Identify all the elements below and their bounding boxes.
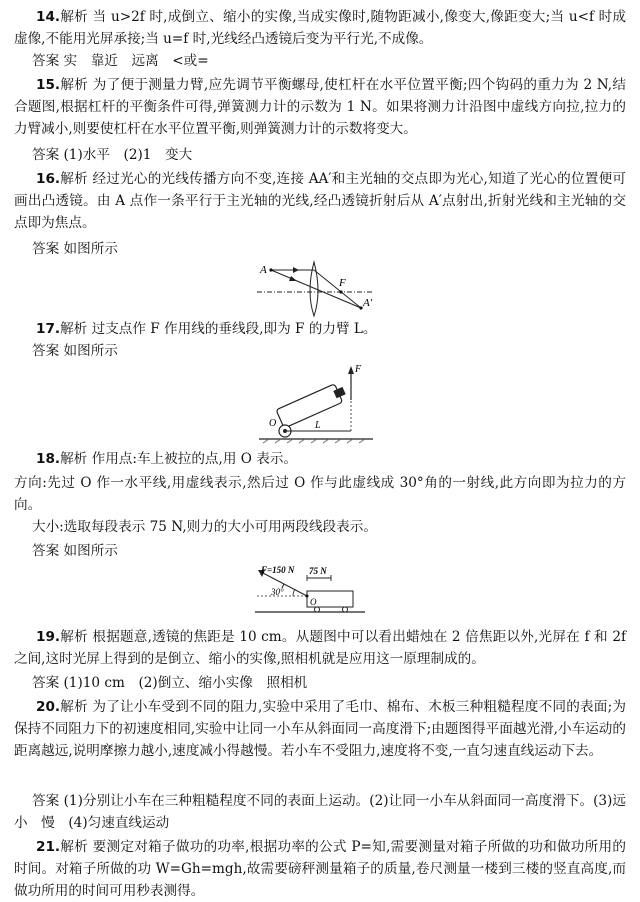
q20-text: 解析 为了让小车受到不同的阻力,实验中采用了毛巾、棉布、木板三种粗糙程度不同的表面;为保持不同阻力下的初速度相同,实验中让同一小车从斜面同一高度滑下;由题图得平面越光滑,小车运动的距离越远,说明摩擦力越小,速度减小得越慢。若小车不受阻力,速度将不变,一直匀速直线运动下去。 [14,699,626,759]
q16-analysis [14,168,626,234]
q15-number: 15. [36,77,61,93]
label-o: O [310,597,317,607]
q21-text: 解析 要测定对箱子做功的功率,根据功率的公式 P=知,需要测量对箱子所做的功和做功所用的时间。对箱子所做的功 W=Gh=mgh,故需要磅秤测量箱子的质量,卷尺测量一楼到三楼的竖直高度,而做功所用的时间可用秒表测得。 [14,839,626,899]
q18-analysis [14,448,626,470]
label-f: F [339,277,346,289]
cart-lever-diagram [255,362,375,444]
q18-text: 解析 作用点:车上被拉的点,用 O 表示。 [60,451,298,467]
ground-hatching [263,439,365,443]
q18-answer: 答案 如图所示 [32,543,118,559]
q20-answer: 答案 (1)分别让小车在三种粗糙程度不同的表面上运动。(2)让同一小车从斜面同一高度滑下。(3)远 小 慢 (4)匀速直线运动 [14,793,640,831]
label-scale: 75 N [309,566,327,576]
center-ray-arrow-icon [289,276,297,281]
q14-number: 14. [36,9,61,25]
right-wheel [343,607,348,612]
label-force: F=150 N [261,565,295,575]
q21-analysis [14,836,626,902]
q18-direction: 方向:先过 O 作一水平线,用虚线表示,然后过 O 作与此虚线成 30°角的一射线,此方向即为拉力的方向。 [14,475,626,513]
q18-number: 18. [36,451,61,467]
label-force: F [355,364,362,375]
q19-analysis [14,626,626,670]
force-arrow-icon [348,366,354,374]
tilted-cart [276,381,348,428]
q20-analysis [14,696,626,762]
cart-body [276,384,343,428]
q14-text: 解析 当 u>2f 时,成倒立、缩小的实像,当成实像时,随物距减小,像变大,像距变大;当 u<f 时成虚像,不能用光屏承接;当 u=f 时,光线经凸透镜后变为平行光,不成像。 [14,9,626,47]
q17-number: 17. [36,321,61,337]
q16-answer: 答案 如图所示 [32,241,118,257]
q17-answer: 答案 如图所示 [32,343,118,359]
ray-arrow-icon [293,267,299,273]
center-ray [271,270,361,308]
label-angle: 30° [271,587,284,597]
focus-point [339,290,342,293]
q15-answer: 答案 (1)水平 (2)1 变大 [32,147,193,163]
q20-number: 20. [36,699,61,715]
q17-text: 解析 过支点作 F 作用线的垂线段,即为 F 的力臂 L。 [60,321,377,337]
q14-analysis [14,6,626,50]
label-a-prime: A′ [363,297,373,309]
left-wheel [315,607,320,612]
lens-diagram [255,260,375,318]
q16-text: 解析 经过光心的光线传播方向不变,连接 AA′和主光轴的交点即为光心,知道了光心的位置便可画出凸透镜。由 A 点作一条平行于主光轴的光线,经凸透镜折射后从 A′点射出,折射光线和主光轴的交点即为焦点。 [14,171,626,231]
q16-number: 16. [36,171,61,187]
point-a [269,268,272,271]
angle-arc [293,589,295,596]
q19-answer: 答案 (1)10 cm (2)倒立、缩小实像 照相机 [32,675,308,691]
q15-analysis [14,74,626,140]
q19-number: 19. [36,629,61,645]
label-l: L [315,420,321,431]
q14-answer: 答案 实 靠近 远离 <或= [32,53,209,69]
refracted-ray [314,270,361,308]
q18-size: 大小:选取每段表示 75 N,则力的大小可用两段线段表示。 [32,519,377,535]
q19-text: 解析 根据题意,透镜的焦距是 10 cm。从题图中可以看出蜡烛在 2 倍焦距以外,光屏在 f 和 2f 之间,这时光屏上得到的是倒立、缩小的实像,照相机就是应用这一原理制成的。 [14,629,626,667]
force-diagram [255,565,365,617]
q21-number: 21. [36,839,61,855]
q17-analysis [14,318,626,340]
label-o: O [269,418,277,429]
q15-text: 解析 为了便于测量力臂,应先调节平衡螺母,使杠杆在水平位置平衡;四个钩码的重力为 2 N,结合题图,根据杠杆的平衡条件可得,弹簧测力计的示数为 1 N。如果将测力计沿图中虚线方向拉,拉力的力臂减小,则要使杠杆在水平位置平衡,则弹簧测力计的示数将变大。 [14,77,626,137]
point-o [306,595,309,598]
label-a: A [260,264,267,276]
